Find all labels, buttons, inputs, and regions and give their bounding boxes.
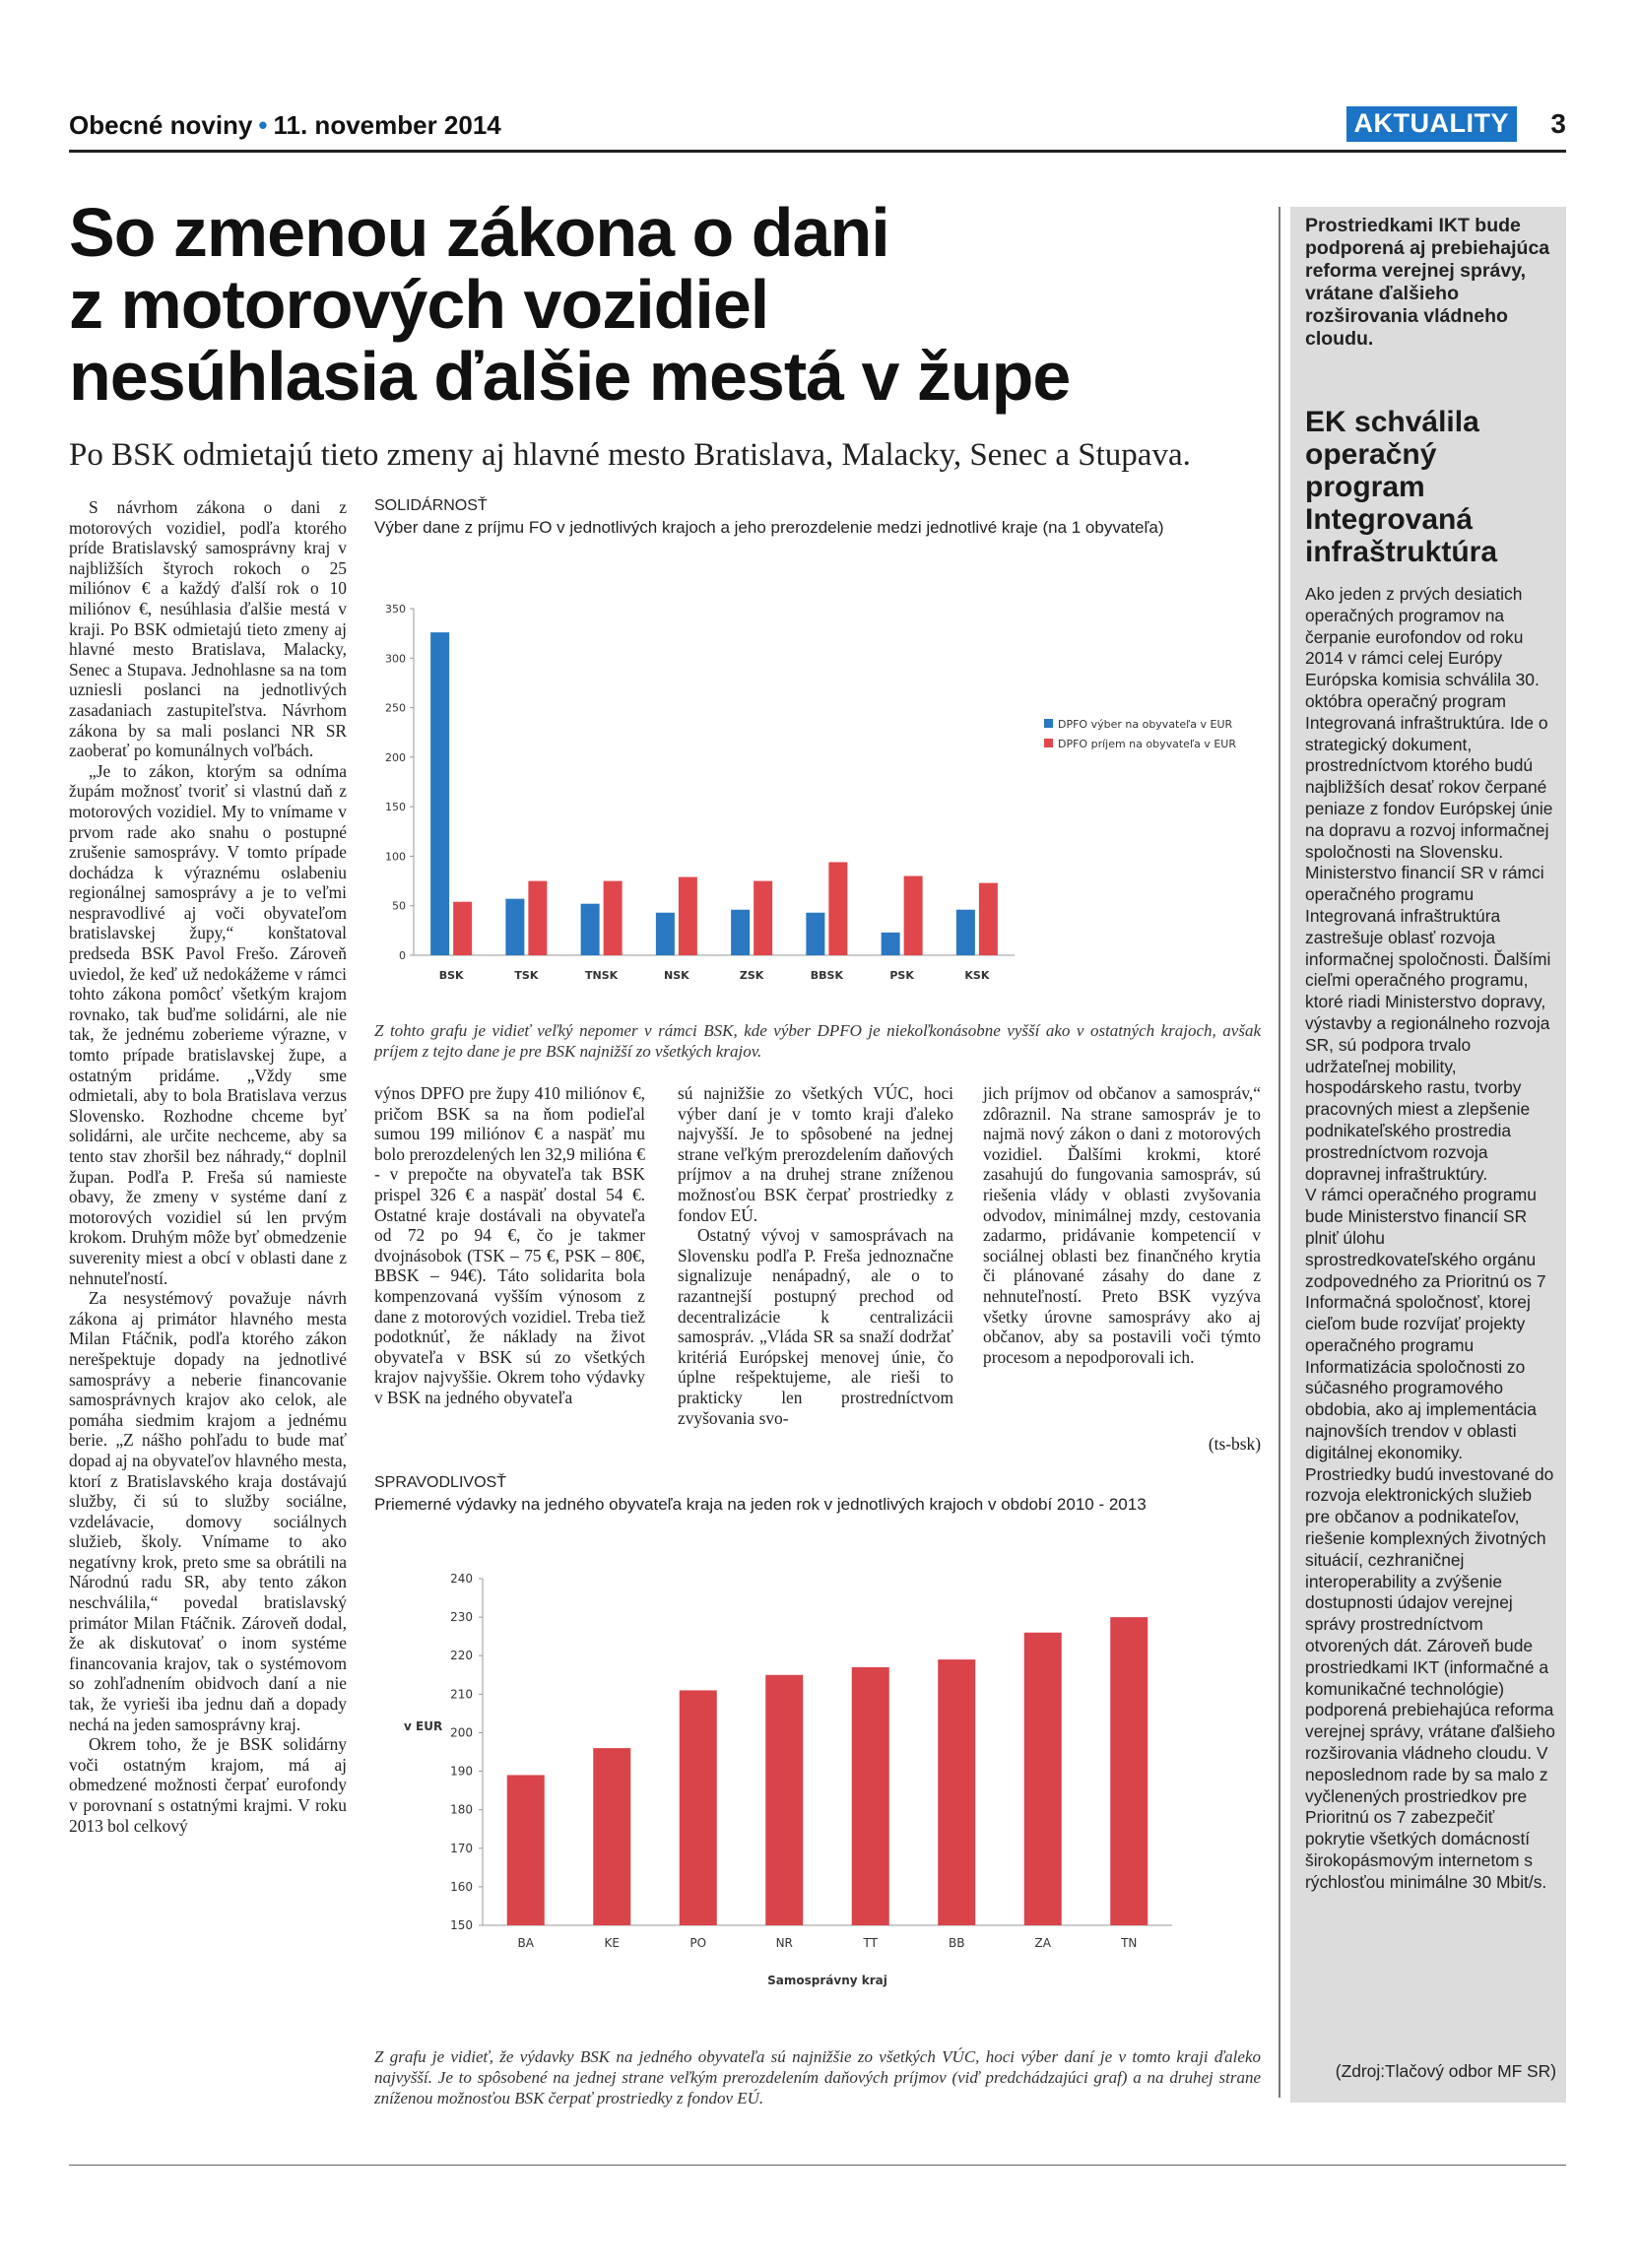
sidebar-paragraph: Ministerstvo financií SR v rámci operačného programu Integrovaná infraštruktúra zastrešuje oblasť rozvoja informačnej spoločnosti. Ďalšími cieľmi operačného programu, ktoré riadi Ministerstvo dopravy, výstavby a regionálneho rozvoja SR, sú podpora trvalo udržateľnej mobility, hospodárskeho rastu, tvorby pracovných miest a zlepšenie podnikateľského prostredia prostredníctvom rozvoja dopravnej infraštruktúry. bbox=[1305, 863, 1551, 1184]
sidebar-source: (Zdroj:Tlačový odbor MF SR) bbox=[1335, 2061, 1556, 2081]
chart2-bar bbox=[680, 1690, 717, 1925]
chart2-y-tick-label: 190 bbox=[450, 1764, 473, 1779]
masthead bbox=[69, 106, 1566, 150]
chart1-bar bbox=[979, 883, 998, 955]
article-column-c bbox=[983, 1083, 1261, 1367]
chart1-legend-label: DPFO výber na obyvateľa v EUR bbox=[1058, 718, 1233, 731]
chart1-y-tick-label: 0 bbox=[399, 949, 406, 962]
chart2-bar bbox=[593, 1748, 630, 1925]
chart2-x-tick-label: KE bbox=[604, 1936, 620, 1950]
separator-dot: • bbox=[258, 110, 268, 140]
chart1-bar bbox=[656, 913, 675, 955]
chart1-bar bbox=[505, 899, 524, 955]
chart1-y-tick-label: 350 bbox=[385, 603, 406, 616]
sidebar-body bbox=[1305, 584, 1556, 1894]
chart1-bar bbox=[828, 862, 847, 955]
chart1-bar bbox=[604, 881, 623, 955]
issue-date: 11. november 2014 bbox=[273, 110, 501, 140]
chart1-bar bbox=[754, 881, 772, 955]
chart1-x-tick-label: TSK bbox=[514, 969, 539, 982]
chart1-bar bbox=[528, 881, 547, 955]
chart2-x-tick-label: BB bbox=[949, 1936, 965, 1950]
article-paragraph: S návrhom zákona o dani z motorových vozidiel, podľa ktorého príde Bratislavský samosprávny kraj v najbližších štyroch rokoch o 25 miliónov € a každý ďalší rok o 10 miliónov €, nesúhlasia ďalšie mestá v kraji. Po BSK odmietajú tieto zmeny aj hlavné mesto Bratislava, Malacky, Senec a Stupava. Jednohlasne sa na tom uzniesli poslanci na jednotlivých zasadaniach zastupiteľstva. Návrhom zákona by sa mali poslanci NR SR zaoberať po komunálnych voľbách. bbox=[69, 497, 347, 761]
article-paragraph: jich príjmov od občanov a samospráv,“ zdôraznil. Na strane samospráv je to najmä nový zákon o dani z motorových vozidiel. Ďalšími krokmi, ktoré zasahujú do fungovania samospráv, sú riešenia vlády v oblasti zvyšovania odvodov, minimálnej mzdy, cestovania zadarmo, pridávanie kompetencií v sociálnej oblasti bez finančného krytia či plánované zásahy do dane z nehnuteľností. Preto BSK vyzýva všetky úrovne samosprávy ako aj občanov, aby sa postavili voči týmto procesom a nepodporovali ich. bbox=[983, 1083, 1261, 1367]
chart1-legend-swatch bbox=[1044, 739, 1053, 747]
chart1-bar bbox=[581, 904, 600, 955]
chart1-tag: SOLIDÁRNOSŤ bbox=[374, 497, 488, 514]
chart1-y-tick-label: 300 bbox=[385, 652, 406, 666]
sidebar-paragraph: V rámci operačného programu bude Ministerstvo financií SR plniť úlohu sprostredkovateľského orgánu zodpovedného za Prioritnú os 7 Informačná spoločnosť, ktorej cieľom bude rozvíjať projekty operačného programu Informatizácia spoločnosti zo súčasného programového obdobia, ako aj implementácia najnovších trendov v oblasti digitálnej ekonomiky. bbox=[1305, 1185, 1546, 1462]
sidebar-rule bbox=[1279, 207, 1280, 2098]
chart1-bar bbox=[453, 902, 472, 955]
chart1-x-tick-label: ZSK bbox=[739, 969, 764, 982]
chart2-bar bbox=[1024, 1633, 1062, 1925]
chart1-bar bbox=[882, 933, 900, 955]
article-paragraph: výnos DPFO pre župy 410 miliónov €, pričom BSK sa na ňom podieľal sumou 199 miliónov € a naspäť mu bolo prerozdelených len 32,9 milióna € - v prepočte na obyvateľa tak BSK prispel 326 € a naspäť dostal 54 €. Ostatné kraje dostávali na obyvateľa od 72 po 94 €, čo je takmer dvojnásobok (TSK – 75 €, PSK – 80€, BBSK – 94€). Táto solidarita bola kompenzovaná vyšším výnosom z dane z motorových vozidiel. Treba tiež podotknúť, že náklady na život obyvateľa v BSK sú zo všetkých krajov najvyššie. Okrem toho výdavky v BSK na jedného obyvateľa bbox=[374, 1083, 645, 1407]
chart1-bar bbox=[904, 876, 923, 955]
chart1-y-tick-label: 50 bbox=[392, 899, 406, 913]
chart1-legend-swatch bbox=[1044, 719, 1053, 728]
publication-name: Obecné noviny bbox=[69, 110, 253, 140]
article-headline: So zmenou zákona o dani z motorových vozidiel nesúhlasia ďalšie mestá v župe bbox=[69, 194, 1071, 415]
chart2-bar bbox=[852, 1667, 889, 1925]
article-paragraph: Ostatný vývoj v samosprávach na Slovensku podľa P. Freša jednoznačne signalizuje nenápadný, ale o to razantnejší postupný prechod od decentralizácie k centralizácii samospráv. „Vláda SR sa snaží dodržať kritériá Európskej menovej únie, čo úplne rešpektujeme, ale rieši to prakticky len prostredníctvom zvyšovania svo- bbox=[678, 1225, 953, 1428]
chart2-y-tick-label: 200 bbox=[450, 1725, 473, 1740]
article-subheadline: Po BSK odmietajú tieto zmeny aj hlavné mesto Bratislava, Malacky, Senec a Stupava. bbox=[69, 437, 1191, 473]
chart2-svg bbox=[374, 1531, 1261, 2043]
sidebar-lead: Prostriedkami IKT bude podporená aj prebiehajúca reforma verejnej správy, vrátane ďalšieho rozširovania vládneho cloudu. bbox=[1305, 215, 1550, 350]
chart2-x-axis-label: Samosprávny kraj bbox=[767, 1974, 887, 1987]
article-paragraph: Okrem toho, že je BSK solidárny voči ostatným krajom, má aj obmedzené možnosti čerpať eurofondy v porovnaní s ostatnými krajmi. V roku 2013 bol celkový bbox=[69, 1734, 347, 1836]
sidebar-paragraph: Prostriedky budú investované do rozvoja elektronických služieb pre občanov a podnikateľov, riešenie komplexných životných situácií, cezhraničnej interoperability a zvýšenie dostupnosti údajov verejnej správy prostredníctvom otvorených dát. Zároveň bude prostriedkami IKT (informačné a komunikačné technológie) podporená prebiehajúca reforma verejnej správy, vrátane ďalšieho rozširovania vládneho cloudu. V neposlednom rade by sa malo z vyčlenených prostriedkov pre Prioritnú os 7 zabezpečiť pokrytie všetkých domácností širokopásmovým internetom s rýchlosťou minimálne 30 Mbit/s. bbox=[1305, 1463, 1555, 1892]
article-paragraph: „Je to zákon, ktorým sa odníma župám možnosť tvoriť si vlastnú daň z motorových vozidiel. My to vnímame v prvom rade ako snahu o postupné zrušenie samosprávy. V tomto prípade dochádza k výraznému oslabeniu regionálnej samosprávy a je to veľmi nespravodlivé aj voči obyvateľom bratislavskej župy,“ konštatoval predseda BSK Pavol Frešo. Zároveň uviedol, že keď už nedokážeme v rámci tohto zákona pomôcť všetkým krajom rovnako, tak buďme solidárni, ale nie tak, že jednému zoberieme výrazne, v tomto prípade bratislavskej župe, a ostatným pridáme. „Vždy sme odmietali, aby to bola Bratislava verzus Slovensko. Rozhodne chceme byť solidárni, ale určite nechceme, aby sa tento stav zhoršil bez náhrady,“ doplnil župan. Podľa P. Freša sú namieste obavy, že zmeny v systéme daní z motorových vozidiel sú len prvým krokom. Druhým môže byť obmedzenie suverenity miest a obcí v oblasti dane z nehnuteľností. bbox=[69, 760, 347, 1288]
chart2-y-tick-label: 170 bbox=[450, 1841, 473, 1855]
chart2-y-tick-label: 150 bbox=[450, 1918, 473, 1932]
chart2-x-tick-label: PO bbox=[689, 1936, 707, 1950]
chart2-y-tick-label: 160 bbox=[450, 1879, 473, 1894]
chart2-x-tick-label: TT bbox=[863, 1936, 878, 1950]
chart2-frame bbox=[374, 1531, 1261, 2043]
chart2-y-tick-label: 180 bbox=[450, 1802, 473, 1817]
chart1-y-tick-label: 250 bbox=[385, 701, 406, 715]
chart2-y-tick-label: 240 bbox=[450, 1572, 473, 1586]
chart2-x-tick-label: ZA bbox=[1034, 1936, 1051, 1950]
page-number: 3 bbox=[1550, 108, 1566, 139]
chart2-title: Priemerné výdavky na jedného obyvateľa kraja na jeden rok v jednotlivých krajoch v období 2010 - 2013 bbox=[374, 1495, 1147, 1514]
header-rule bbox=[69, 150, 1566, 153]
article-column-a bbox=[374, 1083, 645, 1408]
chart1-bar bbox=[956, 910, 975, 955]
chart2-x-tick-label: NR bbox=[775, 1936, 793, 1950]
masthead-publication-date bbox=[69, 110, 501, 141]
chart1-title: Výber dane z príjmu FO v jednotlivých krajoch a jeho prerozdelenie medzi jednotlivé kraje (na 1 obyvateľa) bbox=[374, 518, 1164, 537]
chart1-y-tick-label: 200 bbox=[385, 750, 406, 764]
chart1-frame bbox=[374, 581, 1261, 1004]
chart1-y-tick-label: 150 bbox=[385, 801, 406, 814]
sidebar-title: EK schválila operačný program Integrovaná infraštruktúra bbox=[1305, 406, 1498, 568]
chart1-bar bbox=[806, 913, 824, 955]
chart1-x-tick-label: BBSK bbox=[810, 969, 843, 982]
chart2-x-tick-label: BA bbox=[517, 1936, 534, 1950]
chart2-bar bbox=[938, 1659, 975, 1925]
chart1-caption: Z tohto grafu je vidieť veľký nepomer v rámci BSK, kde výber DPFO je niekoľkonásobne vyšší ako v ostatných krajoch, avšak príjem z tejto dane je pre BSK najnižší zo všetkých krajov. bbox=[374, 1021, 1261, 1061]
article-signature: (ts-bsk) bbox=[1208, 1434, 1261, 1454]
chart2-bar bbox=[765, 1675, 803, 1925]
chart2-y-tick-label: 210 bbox=[450, 1687, 473, 1702]
chart1-x-tick-label: BSK bbox=[438, 969, 464, 982]
chart2-bar bbox=[1110, 1617, 1148, 1925]
chart1-x-tick-label: NSK bbox=[664, 969, 689, 982]
article-column-left bbox=[69, 497, 347, 1836]
chart1-bar bbox=[731, 910, 750, 955]
chart1-legend-label: DPFO príjem na obyvateľa v EUR bbox=[1058, 738, 1236, 750]
chart1-x-tick-label: TNSK bbox=[585, 969, 619, 982]
article-paragraph: sú najnižšie zo všetkých VÚC, hoci výber daní je v tomto kraji ďaleko najvyšší. Je to spôsobené na jednej strane veľkým prerozdelením daňových príjmov a na druhej strane zníženou možnosťou BSK čerpať prostriedky z fondov EÚ. bbox=[678, 1083, 953, 1225]
chart2-y-tick-label: 230 bbox=[450, 1610, 473, 1625]
chart2-x-tick-label: TN bbox=[1121, 1936, 1138, 1950]
chart1-svg bbox=[374, 581, 1261, 1004]
section-label: AKTUALITY bbox=[1346, 106, 1517, 142]
chart1-x-tick-label: KSK bbox=[964, 969, 990, 982]
chart2-caption: Z grafu je vidieť, že výdavky BSK na jedného obyvateľa sú najnižšie zo všetkých VÚC, hoci výber daní je v tomto kraji ďaleko najvyšší. Je to spôsobené na jednej strane veľkým prerozdelením daňových príjmov (viď predchádzajúci graf) a na druhej strane zníženou možnosťou BSK čerpať prostriedky z fondov EÚ. bbox=[374, 2047, 1261, 2107]
footer-rule bbox=[69, 2165, 1566, 2166]
chart2-tag: SPRAVODLIVOSŤ bbox=[374, 1474, 506, 1491]
chart1-bar bbox=[430, 632, 449, 955]
chart1-y-tick-label: 100 bbox=[385, 850, 406, 864]
chart1-bar bbox=[679, 877, 697, 955]
chart2-bar bbox=[507, 1775, 545, 1925]
chart2-y-tick-label: 220 bbox=[450, 1649, 473, 1663]
article-column-b bbox=[678, 1083, 953, 1428]
sidebar-paragraph: Ako jeden z prvých desiatich operačných programov na čerpanie eurofondov od roku 2014 v rámci celej Európy Európska komisia schválila 30. októbra operačný program Integrovaná infraštruktúra. Ide o strategický dokument, prostredníctvom ktorého budú najbližších desať rokov čerpané peniaze z fondov Európskej únie na dopravu a rozvoj informačnej spoločnosti na Slovensku. bbox=[1305, 584, 1553, 862]
chart2-y-axis-label: v EUR bbox=[404, 1719, 443, 1733]
article-paragraph: Za nesystémový považuje návrh zákona aj primátor hlavného mesta Milan Ftáčnik, podľa ktorého zákon nerešpektuje dopady na jednotlivé samosprávy a neberie financovanie samosprávnych krajov ako celok, ale pomáha siedmim krajom a jednému berie. „Z nášho pohľadu to bude mať dopad aj na obyvateľov hlavného mesta, ktorí z Bratislavského kraja dostávajú služby, či sú to služby sociálne, vzdelávacie, domovy sociálnych služieb, školy. Vnímame to ako negatívny krok, preto sme sa obrátili na Národnú radu SR, aby tento zákon neschválila,“ povedal bratislavský primátor Milan Ftáčnik. Zároveň dodal, že ak diskutovať o inom systéme financovania krajov, tak o systémovom so zohľadnením obidvoch daní a nie tak, že vyrieši iba jednu daň a dopady nechá na jeden samosprávny kraj. bbox=[69, 1288, 347, 1734]
chart1-x-tick-label: PSK bbox=[889, 969, 914, 982]
